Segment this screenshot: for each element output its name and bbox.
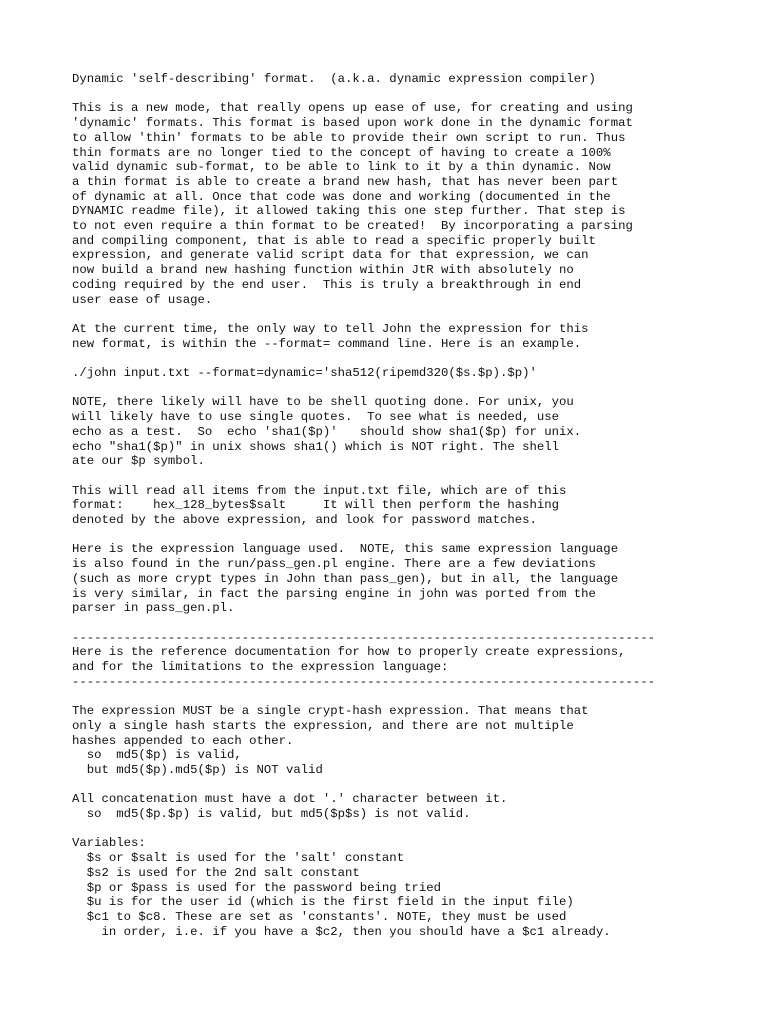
intro-paragraph: This is a new mode, that really opens up ease of use, for creating and using 'dynamic' formats. This format is based upon work done in the dynamic format to allow 'thin' formats to be able to provide their own script to run. Thus thin formats are no longer tied to the concept of having to create a 100% valid dynamic sub-format, to be able to link to it by a thin dynamic. Now a thin format is able to create a brand new hash, that has never been part of dynamic at all. Once that code was done and working (documented in the DYNAMIC readme file), it allowed taking this one step further. That step is to not even require a thin format to be created! By incorporating a parsing and compiling component, that is able to read a specific properly built expression, and generate valid script data for that expression, we can now build a brand new hashing function within JtR with absolutely no coding required by the end user. This is truly a breakthrough in end user ease of usage. — [72, 101, 633, 307]
document-page — [72, 72, 732, 939]
reference-header-block: ------------------------------------------------------------------------------- Here is the reference documentation for how to properly create expressions, and for the limitations to the expression language: ------------------------------------------------------------------------------- — [72, 630, 655, 689]
paragraph-gap — [72, 528, 732, 543]
single-hash-rule-paragraph: The expression MUST be a single crypt-hash expression. That means that only a single hash starts the expression, and there are not multiple hashes appended to each other. so md5($p) is valid, but md5($p).md5($p) is NOT valid — [72, 704, 589, 777]
variables-list: Variables: $s or $salt is used for the 'salt' constant $s2 is used for the 2nd salt constant $p or $pass is used for the password being tried $u is for the user id (which is the first field in the input file) $c1 to $c8. These are set as 'constants'. NOTE, they must be used in order, i.e. if you have a $c2, then you should have a $c1 already. — [72, 836, 611, 939]
example-command: ./john input.txt --format=dynamic='sha512(ripemd320($s.$p).$p)' — [72, 366, 537, 381]
language-paragraph: Here is the expression language used. NOTE, this same expression language is also found in the run/pass_gen.pl engine. There are a few deviations (such as more crypt types in John than pass_gen), but in all, the language is very similar, in fact the parsing engine in john was ported from the parser in pass_gen.pl. — [72, 542, 619, 616]
paragraph-gap — [72, 307, 732, 322]
paragraph-gap — [72, 616, 732, 631]
quoting-note-paragraph: NOTE, there likely will have to be shell quoting done. For unix, you will likely have to use single quotes. To see what is needed, use echo as a test. So echo 'sha1($p)' should show sha1($p) for unix. echo "sha1($p)" in unix shows sha1() which is NOT right. The shell ate our $p symbol. — [72, 395, 582, 469]
heading-line: Dynamic 'self-describing' format. (a.k.a. dynamic expression compiler) — [72, 72, 596, 86]
paragraph-gap — [72, 87, 732, 102]
current-usage-paragraph: At the current time, the only way to tell John the expression for this new format, is within the --format= command line. Here is an example. — [72, 321, 589, 351]
input-format-paragraph: This will read all items from the input.txt file, which are of this format: hex_128_bytes$salt It will then perform the hashing denoted by the above expression, and look for password matches. — [72, 483, 567, 528]
paragraph-gap — [72, 381, 732, 396]
paragraph-gap — [72, 469, 732, 484]
paragraph-gap — [72, 822, 732, 837]
paragraph-gap — [72, 689, 732, 704]
paragraph-gap — [72, 778, 732, 793]
paragraph-gap — [72, 351, 732, 366]
concatenation-rule-paragraph: All concatenation must have a dot '.' character between it. so md5($p.$p) is valid, but md5($p$s) is not valid. — [72, 792, 508, 822]
